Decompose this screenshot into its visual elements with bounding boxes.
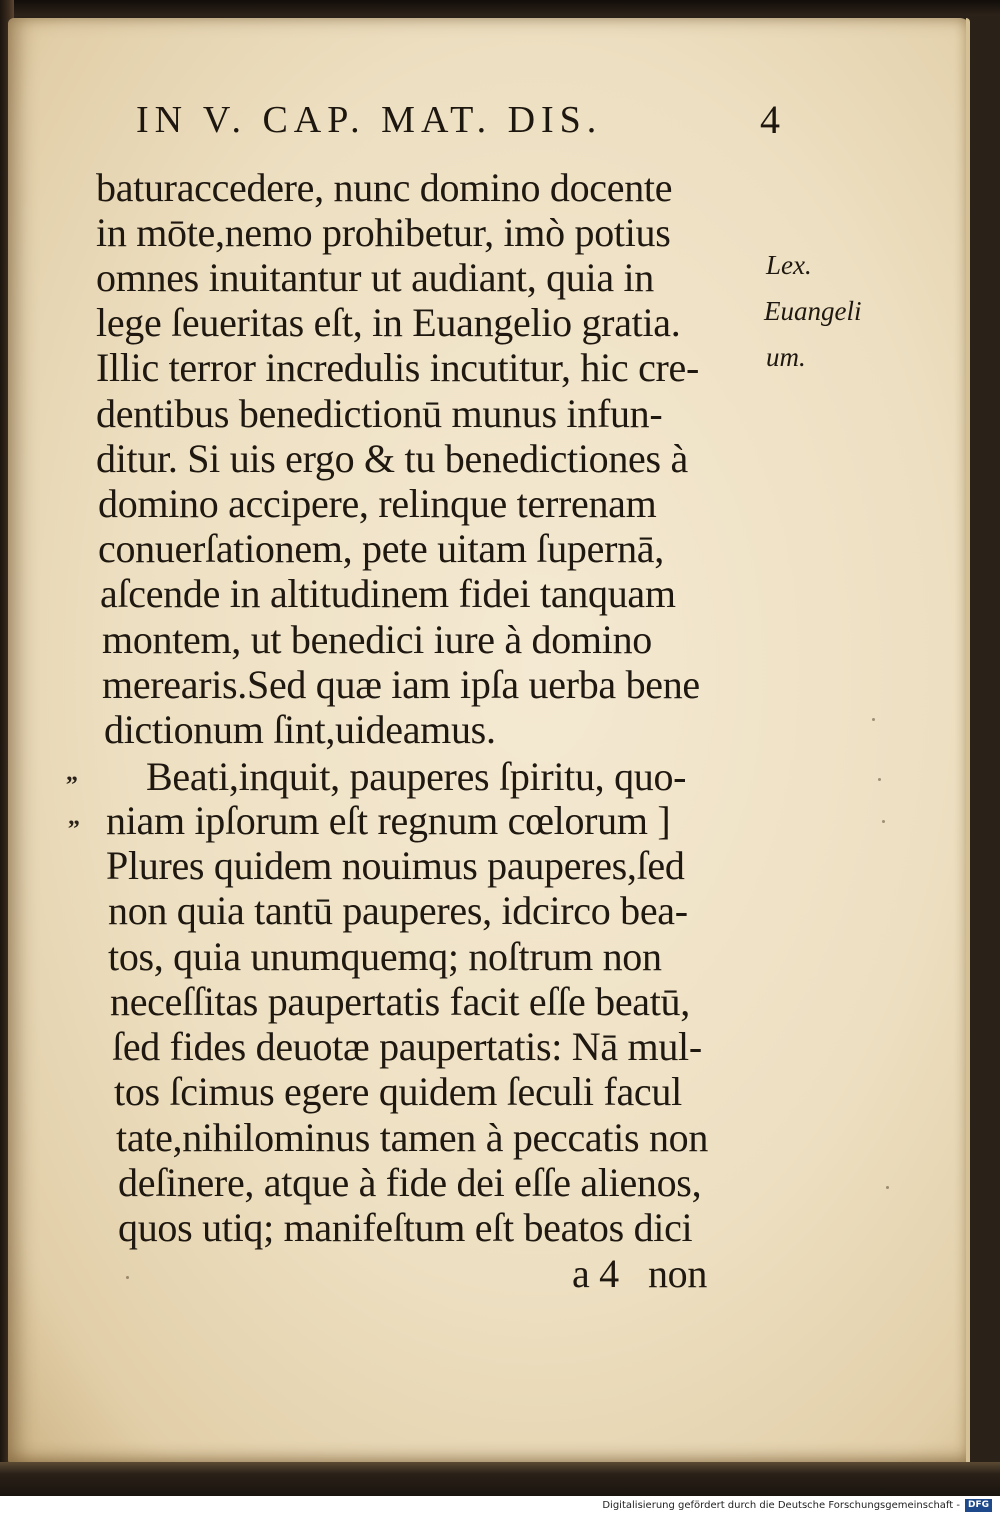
text-line: niam ipſorum eſt regnum cœlorum ] bbox=[106, 798, 671, 843]
text-line: Illic terror incredulis incutitur, hic cre- bbox=[96, 345, 700, 390]
text-line: Beati,inquit, pauperes ſpiritu, quo- bbox=[146, 754, 687, 799]
book-bottom-edge bbox=[0, 1462, 1000, 1496]
text-line: domino accipere, relinque terrenam bbox=[98, 481, 657, 526]
text-line: merearis.Sed quæ iam ipſa uerba bene bbox=[102, 662, 700, 707]
paper-speck bbox=[872, 718, 875, 721]
text-line: baturaccedere, nunc domino docente bbox=[96, 165, 673, 210]
text-line: neceſſitas paupertatis facit eſſe beatū, bbox=[110, 979, 690, 1024]
text-line: quos utiq; manifeſtum eſt beatos dici bbox=[118, 1205, 693, 1250]
text-line: tate,nihilominus tamen à peccatis non bbox=[116, 1115, 709, 1160]
text-line: tos, quia unumquemq; noſtrum non bbox=[108, 934, 662, 979]
text-line: dentibus benedictionū munus infun- bbox=[96, 391, 663, 436]
book-page bbox=[8, 18, 970, 1464]
text-line: in mōte,nemo prohibetur, imò potius bbox=[96, 210, 671, 255]
text-line: ditur. Si uis ergo & tu benedictiones à bbox=[96, 436, 688, 481]
book-top-edge bbox=[0, 0, 1000, 16]
text-line: lege ſeueritas eſt, in Euangelio gratia. bbox=[96, 300, 681, 345]
marginal-note: Euangeli bbox=[764, 296, 862, 326]
page-number: 4 bbox=[760, 97, 780, 142]
text-line: dictionum ſint,uideamus. bbox=[104, 707, 496, 752]
paper-speck bbox=[126, 1276, 129, 1279]
catchword: a 4 non bbox=[572, 1251, 708, 1296]
paper-speck bbox=[882, 820, 885, 823]
marginal-note: um. bbox=[766, 342, 806, 372]
paper-speck bbox=[878, 778, 881, 781]
footer-credit-text: Digitalisierung gefördert durch die Deutsche Forschungsgemeinschaft - bbox=[602, 1500, 960, 1511]
text-line: non quia tantū pauperes, idcirco bea- bbox=[108, 888, 688, 933]
page-right-edge bbox=[966, 18, 970, 1464]
text-line: deſinere, atque à fide dei eſſe alienos, bbox=[118, 1160, 702, 1205]
text-line: Plures quidem nouimus pauperes,ſed bbox=[106, 843, 685, 888]
quote-mark: „ bbox=[66, 760, 78, 786]
marginal-note: Lex. bbox=[766, 250, 812, 280]
quote-mark: „ bbox=[68, 804, 80, 830]
dfg-logo: DFG bbox=[965, 1499, 992, 1512]
paper-speck bbox=[886, 1186, 889, 1189]
text-line: omnes inuitantur ut audiant, quia in bbox=[96, 255, 654, 300]
text-line: ſed fides deuotæ paupertatis: Nā mul- bbox=[112, 1024, 702, 1069]
text-line: montem, ut benedici iure à domino bbox=[102, 617, 652, 662]
text-line: aſcende in altitudinem fidei tanquam bbox=[100, 571, 676, 616]
digitization-footer bbox=[0, 1496, 1000, 1516]
text-line: tos ſcimus egere quidem ſeculi facul bbox=[114, 1069, 682, 1114]
running-head: IN V. CAP. MAT. DIS. bbox=[136, 99, 603, 141]
text-line: conuerſationem, pete uitam ſupernā, bbox=[98, 526, 664, 571]
